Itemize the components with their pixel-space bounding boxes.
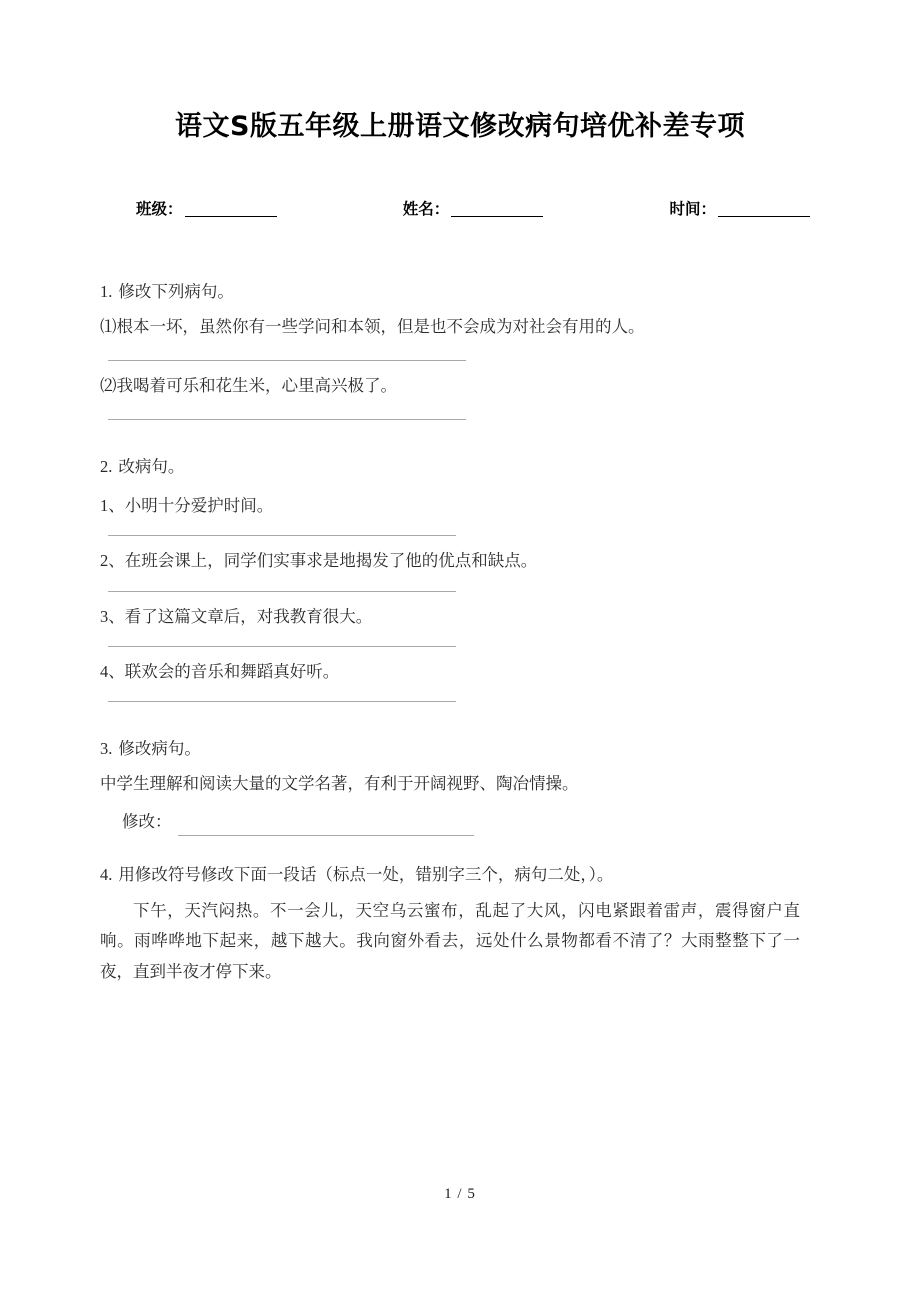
question-3-number: 3. (100, 739, 113, 759)
student-info-row (100, 199, 820, 218)
name-field (402, 199, 544, 218)
question-4-prompt: 用修改符号修改下面一段话（标点一处，错别字三个，病句二处，）。 (118, 864, 614, 884)
answer-line-3-1[interactable] (178, 821, 474, 836)
question-1-item-2-marker: ⑵ (100, 376, 117, 396)
question-2-item-1-text: 小明十分爱护时间。 (124, 495, 274, 515)
page-title: 语文S版五年级上册语文修改病句培优补差专项 (175, 111, 745, 142)
question-3-sentence: 中学生理解和阅读大量的文学名著，有利于开阔视野、陶冶情操。 (100, 773, 579, 793)
question-3-prompt: 修改病句。 (118, 739, 201, 759)
question-2-heading (100, 454, 820, 480)
question-2-item-3-marker: 3、 (100, 606, 125, 626)
question-1-number: 1. (100, 282, 113, 302)
time-label: 时间： (669, 199, 716, 218)
question-1-item-1-text: 根本一坏，虽然你有一些学问和本领，但是也不会成为对社会有用的人。 (116, 316, 645, 336)
question-2-number: 2. (100, 457, 113, 477)
question-2-item-1 (100, 493, 820, 519)
question-1 (100, 279, 820, 420)
question-2-item-4-marker: 4、 (100, 661, 125, 681)
question-4-number: 4. (100, 864, 113, 884)
question-1-item-2-text: 我喝着可乐和花生米，心里高兴极了。 (116, 376, 397, 396)
question-2-item-1-marker: 1、 (100, 495, 125, 515)
question-2-item-3 (100, 604, 820, 630)
question-2 (100, 454, 820, 702)
name-label: 姓名： (402, 199, 450, 218)
question-2-item-2-text: 在班会课上，同学们实事求是地揭发了他的优点和缺点。 (124, 551, 538, 571)
class-blank[interactable] (185, 203, 277, 217)
question-4 (100, 862, 820, 988)
question-2-item-4 (100, 659, 820, 685)
question-3 (100, 736, 820, 835)
class-label: 班级： (136, 199, 183, 218)
question-3-revise-row (100, 809, 820, 835)
question-1-item-1-marker: ⑴ (100, 316, 117, 336)
revise-label: 修改： (122, 812, 172, 832)
question-2-item-4-text: 联欢会的音乐和舞蹈真好听。 (124, 661, 340, 681)
question-1-item-1 (100, 314, 820, 340)
time-blank[interactable] (718, 203, 810, 217)
question-4-heading (100, 862, 820, 888)
question-1-heading (100, 279, 820, 305)
class-field (136, 199, 277, 218)
question-2-item-2-marker: 2、 (100, 551, 125, 571)
name-blank[interactable] (451, 203, 543, 217)
time-field (669, 199, 810, 218)
questions-body (100, 279, 820, 987)
question-2-item-2 (100, 548, 820, 574)
page-number-footer: 1 / 5 (444, 1186, 476, 1202)
question-2-item-3-text: 看了这篇文章后，对我教育很大。 (124, 606, 373, 626)
question-4-paragraph: 下午，天汽闷热。不一会儿，天空乌云蜜布，乱起了大风，闪电紧跟着雷声，震得窗户直响。雨哗哗地下起来，越下越大。我向窗外看去，远处什么景物都看不清了？大雨整整下了一夜，直到半夜才停下来。 (100, 900, 800, 981)
question-1-prompt: 修改下列病句。 (118, 282, 234, 302)
question-1-item-2 (100, 373, 820, 399)
question-3-heading (100, 736, 820, 762)
question-2-prompt: 改病句。 (118, 457, 185, 477)
